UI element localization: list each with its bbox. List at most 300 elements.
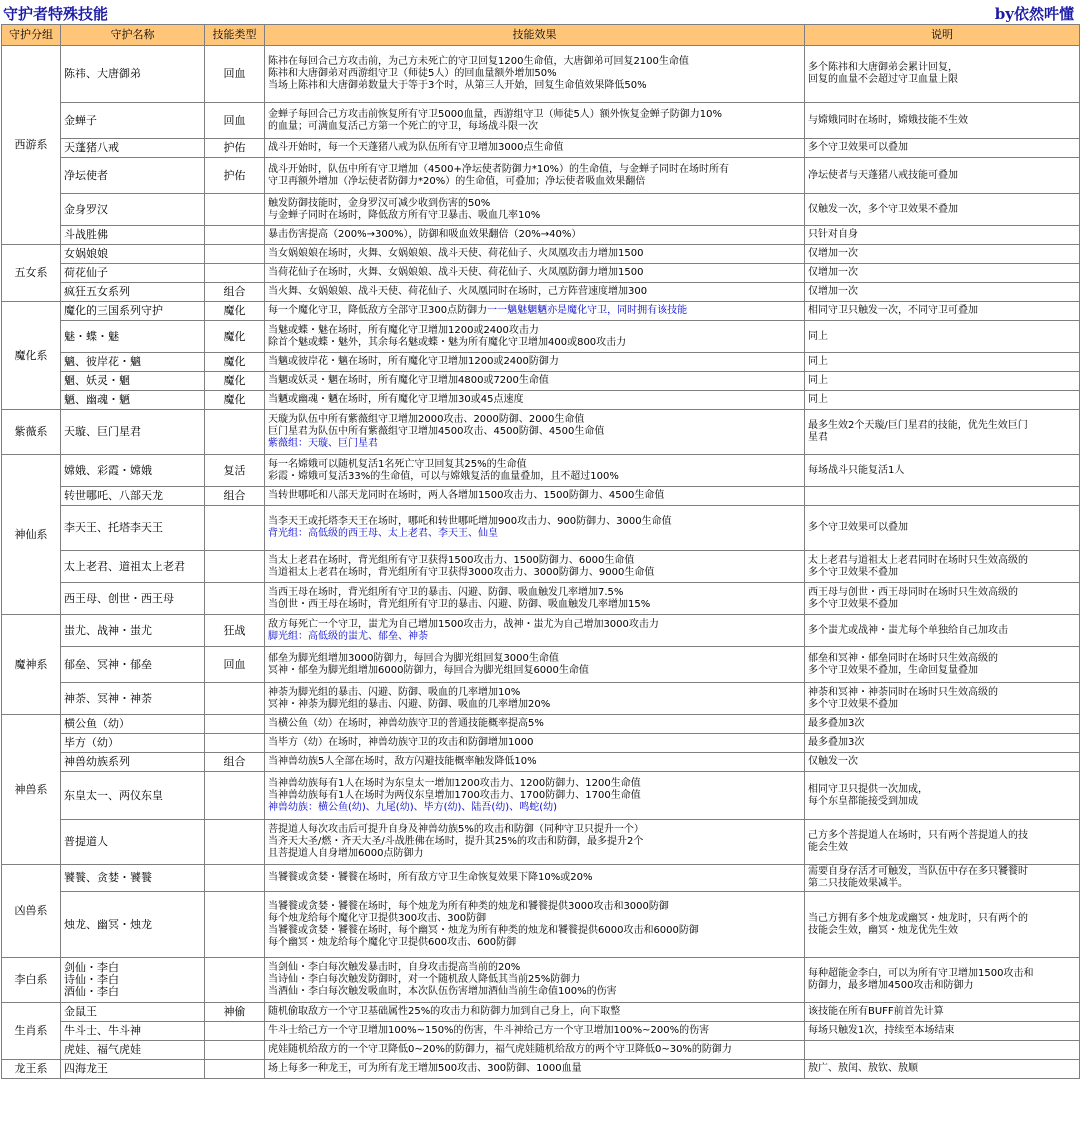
group-cell: 生肖系	[2, 1003, 61, 1060]
skill-effect-cell	[265, 715, 805, 734]
skill-type-cell: 回血	[205, 46, 265, 103]
skill-effect-cell	[265, 615, 805, 647]
guard-name-cell	[61, 46, 205, 103]
effect-text: 每一个魔化守卫，降低敌方全部守卫300点防御力	[268, 305, 488, 316]
effect-text: 陈祎和大唐御弟对西游组守卫（师徒5人）的回血量额外增加50%	[268, 68, 557, 79]
table-row	[2, 647, 1080, 683]
table-row	[2, 772, 1080, 820]
note-line: 多个守卫效果不叠加，生命回复量叠加	[808, 664, 978, 676]
skill-type-cell: 护佑	[205, 158, 265, 194]
effect-line	[268, 1006, 801, 1018]
guard-name-cell	[61, 353, 205, 372]
effect-text: 随机偷取敌方一个守卫基础属性25%的攻击力和防御力加到自己身上，向下取整	[268, 1006, 621, 1017]
note-cell	[805, 283, 1080, 302]
effect-text: 当魉或幽魂・魉在场时，所有魔化守卫增加30或45点速度	[268, 394, 524, 405]
table-row	[2, 158, 1080, 194]
skill-type-cell: 组合	[205, 753, 265, 772]
guard-name-line: 转世哪吒、八部天龙	[64, 489, 163, 502]
effect-line	[268, 665, 801, 677]
effect-text: 天璇为队伍中所有紫薇组守卫增加2000攻击、2000防御、2000生命值	[268, 414, 585, 425]
note-line: 仅触发一次	[808, 756, 858, 767]
effect-line	[268, 790, 801, 802]
table-row	[2, 353, 1080, 372]
effect-line	[268, 356, 801, 368]
note-cell	[805, 158, 1080, 194]
table-row	[2, 410, 1080, 455]
guard-name-line: 金鼠王	[64, 1005, 97, 1018]
table-row	[2, 506, 1080, 551]
guard-name-line: 李天王、托塔李天王	[64, 521, 163, 534]
guard-name-line: 西王母、创世・西王母	[64, 591, 174, 605]
note-cell	[805, 615, 1080, 647]
effect-line	[268, 210, 801, 222]
effect-line	[268, 198, 801, 210]
effect-text: 冥神・郁垒为脚光组增加6000防御力，每回合为脚光组回复6000生命值	[268, 664, 589, 676]
skill-effect-cell	[265, 372, 805, 391]
note-cell	[805, 958, 1080, 1003]
guard-name-line: 魔化的三国系列守护	[64, 304, 163, 317]
effect-line	[268, 68, 801, 80]
effect-line	[268, 778, 801, 790]
skill-type-cell: 回血	[205, 647, 265, 683]
effect-text: 当神兽幼族每有1人在场时为东皇太一增加1200攻击力、1200防御力、1200生命值	[268, 777, 641, 789]
guard-name-cell	[61, 753, 205, 772]
guard-name-cell	[61, 1003, 205, 1022]
guard-name-cell	[61, 647, 205, 683]
guard-name-cell	[61, 551, 205, 583]
note-line: 需要自身存活才可触发，当队伍中存在多只饕餮时	[808, 866, 1028, 877]
note-cell	[805, 865, 1080, 892]
table-row	[2, 139, 1080, 158]
effect-text: 暴击伤害提高（200%→300%），防御和吸血效果翻倍（20%→40%）	[268, 229, 582, 240]
skill-type-cell	[205, 506, 265, 551]
effect-line	[268, 737, 801, 749]
note-line: 每场战斗只能复活1人	[808, 464, 905, 476]
effect-line	[268, 699, 801, 711]
guard-name-line: 普提道人	[64, 835, 108, 848]
guard-name-cell	[61, 615, 205, 647]
skill-type-cell	[205, 734, 265, 753]
group-cell: 魔神系	[2, 615, 61, 715]
guard-name-line: 斗战胜佛	[64, 228, 108, 241]
skill-type-cell: 狂战	[205, 615, 265, 647]
guard-name-cell	[61, 283, 205, 302]
skill-effect-cell	[265, 683, 805, 715]
guard-name-line: 横公鱼（幼）	[64, 717, 130, 730]
note-line: 该技能在所有BUFF前首先计算	[808, 1006, 944, 1017]
guard-name-cell	[61, 302, 205, 321]
guard-name-line: 蚩尤、战神・蚩尤	[64, 623, 152, 637]
guard-name-cell	[61, 321, 205, 353]
effect-text: 当魍或妖灵・魍在场时，所有魔化守卫增加4800或7200生命值	[268, 375, 549, 386]
guard-name-line: 天蓬猪八戒	[64, 141, 119, 154]
guard-name-cell	[61, 892, 205, 958]
effect-line	[268, 802, 801, 814]
note-line: 只针对自身	[808, 229, 858, 240]
table-body	[2, 46, 1080, 1079]
effect-text: 当道祖太上老君在场时，背光组所有守卫获得3000攻击力、3000防御力、9000生命值	[268, 566, 655, 578]
note-cell	[805, 715, 1080, 734]
skill-type-cell	[205, 410, 265, 455]
note-line: 仅增加一次	[808, 286, 858, 297]
note-line: 技能会生效，幽冥・烛龙优先生效	[808, 924, 958, 936]
table-row	[2, 245, 1080, 264]
note-line: 每场只触发1次，持续至本场结束	[808, 1025, 955, 1036]
guard-name-line: 疯狂五女系列	[64, 285, 130, 298]
effect-text: 巨门星君为队伍中所有紫薇组守卫增加4500攻击、4500防御、4500生命值	[268, 426, 605, 437]
effect-text: 当神兽幼族每有1人在场时为两仪东皇增加1700攻击力、1700防御力、1700生命值	[268, 789, 641, 801]
skills-table	[1, 24, 1080, 1079]
guard-name-cell	[61, 865, 205, 892]
note-line: 回复的血量不会超过守卫血量上限	[808, 74, 958, 85]
effect-text: 当横公鱼（幼）在场时，神兽幼族守卫的普通技能概率提高5%	[268, 718, 544, 729]
skill-type-cell	[205, 194, 265, 226]
skill-effect-cell	[265, 103, 805, 139]
note-cell	[805, 264, 1080, 283]
table-row	[2, 1060, 1080, 1079]
skill-type-cell: 魔化	[205, 391, 265, 410]
note-line: 与嫦娥同时在场时，嫦娥技能不生效	[808, 114, 968, 126]
author-credit: by依然吽懂	[994, 5, 1074, 23]
skill-effect-cell	[265, 410, 805, 455]
guard-name-line: 荷花仙子	[64, 266, 108, 279]
effect-line	[268, 937, 801, 949]
guard-name-cell	[61, 734, 205, 753]
skill-type-cell: 魔化	[205, 353, 265, 372]
effect-highlight: 脚光组：高低级的蚩尤、郁垒、神荼	[268, 630, 428, 642]
skill-effect-cell	[265, 1041, 805, 1060]
skill-type-cell: 复活	[205, 455, 265, 487]
skill-effect-cell	[265, 353, 805, 372]
effect-line	[268, 337, 801, 349]
skill-effect-cell	[265, 46, 805, 103]
note-cell	[805, 194, 1080, 226]
note-cell	[805, 455, 1080, 487]
effect-highlight: 背光组：高低级的西王母、太上老君、李天王、仙皇	[268, 528, 498, 539]
skill-type-cell	[205, 226, 265, 245]
guard-name-cell	[61, 410, 205, 455]
skill-effect-cell	[265, 455, 805, 487]
effect-line	[268, 872, 801, 884]
effect-text: 当酒仙・李白每次触发吸血时，本次队伍伤害增加酒仙当前生命值100%的伤害	[268, 986, 617, 997]
effect-line	[268, 962, 801, 974]
effect-line	[268, 986, 801, 998]
note-line: 星君	[808, 432, 828, 443]
note-line: 净坛使者与天蓬猪八戒技能可叠加	[808, 169, 958, 181]
guard-name-cell	[61, 683, 205, 715]
effect-text: 且菩提道人自身增加6000点防御力	[268, 848, 424, 859]
skill-effect-cell	[265, 820, 805, 865]
guard-name-cell	[61, 506, 205, 551]
guard-name-cell	[61, 715, 205, 734]
table-row	[2, 283, 1080, 302]
guard-name-line: 剑仙・李白	[64, 961, 119, 974]
effect-text: 当饕餮或贪婪・饕餮在场时，每个幽冥・烛龙为所有种类的烛龙和饕餮提供6000攻击和6000防御	[268, 924, 699, 936]
effect-line	[268, 471, 801, 483]
guard-name-cell	[61, 487, 205, 506]
note-line: 仅增加一次	[808, 267, 858, 278]
skill-effect-cell	[265, 647, 805, 683]
effect-line	[268, 974, 801, 986]
skill-effect-cell	[265, 1003, 805, 1022]
note-cell	[805, 820, 1080, 865]
table-row	[2, 1022, 1080, 1041]
note-line: 敖广、敖闰、敖钦、敖顺	[808, 1063, 918, 1074]
effect-line	[268, 824, 801, 836]
note-line: 多个守卫效果可以叠加	[808, 142, 908, 153]
effect-text: 当火舞、女娲娘娘、战斗天使、荷花仙子、火凤凰同时在场时，己方阵营速度增加300	[268, 286, 648, 297]
group-cell: 魔化系	[2, 302, 61, 410]
note-cell	[805, 46, 1080, 103]
effect-text: 牛斗士给己方一个守卫增加100%~150%的伤害，牛斗神给己方一个守卫增加100%~200%的伤害	[268, 1025, 710, 1036]
guard-name-cell	[61, 583, 205, 615]
skill-type-cell	[205, 772, 265, 820]
skill-effect-cell	[265, 245, 805, 264]
guard-name-line: 神兽幼族系列	[64, 755, 130, 768]
effect-line	[268, 305, 801, 317]
effect-text: 触发防御技能时，金身罗汉可减少收到伤害的50%	[268, 197, 491, 209]
effect-line	[268, 631, 801, 643]
table-row	[2, 1003, 1080, 1022]
guard-name-line: 郁垒、冥神・郁垒	[64, 657, 152, 671]
note-cell	[805, 753, 1080, 772]
skill-effect-cell	[265, 958, 805, 1003]
effect-line	[268, 286, 801, 298]
guard-name-line: 神荼、冥神・神荼	[64, 691, 152, 705]
skill-effect-cell	[265, 734, 805, 753]
note-line: 每种超能金李白，可以为所有守卫增加1500攻击和	[808, 968, 1034, 979]
skill-type-cell	[205, 958, 265, 1003]
effect-line	[268, 267, 801, 279]
effect-text: 当转世哪吒和八部天龙同时在场时，两人各增加1500攻击力、1500防御力、4500生命值	[268, 490, 665, 501]
table-row	[2, 46, 1080, 103]
group-cell: 神兽系	[2, 715, 61, 865]
table-row	[2, 958, 1080, 1003]
table-header-row	[2, 25, 1080, 46]
note-cell	[805, 1022, 1080, 1041]
skill-effect-cell	[265, 892, 805, 958]
group-cell: 西游系	[2, 46, 61, 245]
guard-name-cell	[61, 194, 205, 226]
note-line: 太上老君与道祖太上老君同时在场时只生效高级的	[808, 554, 1028, 566]
guard-name-cell	[61, 958, 205, 1003]
group-cell: 凶兽系	[2, 865, 61, 958]
note-line: 多个陈祎和大唐御弟会累计回复，	[808, 62, 958, 73]
note-line: 多个守卫效果不叠加	[808, 698, 898, 710]
guard-name-line: 魍、妖灵・魍	[64, 374, 130, 387]
effect-line	[268, 1025, 801, 1037]
skill-effect-cell	[265, 158, 805, 194]
guard-name-line: 牛斗士、牛斗神	[64, 1024, 141, 1037]
effect-line	[268, 248, 801, 260]
guard-name-cell	[61, 772, 205, 820]
guard-name-cell	[61, 103, 205, 139]
guard-name-line: 太上老君、道祖太上老君	[64, 559, 185, 573]
guard-name-line: 金蝉子	[64, 113, 97, 127]
effect-text: 陈祎在每回合己方攻击前，为己方未死亡的守卫回复1200生命值，大唐御弟可回复2100生命值	[268, 56, 689, 67]
skill-effect-cell	[265, 506, 805, 551]
effect-text: 与金蝉子同时在场时，降低敌方所有守卫暴击、吸血几率10%	[268, 209, 541, 221]
page-title: 守护者特殊技能	[3, 5, 109, 23]
effect-text: 当女娲娘娘在场时，火舞、女娲娘娘、战斗天使、荷花仙子、火凤凰攻击力增加1500	[268, 248, 644, 259]
skill-type-cell	[205, 715, 265, 734]
effect-text: 当饕餮或贪婪・饕餮在场时，所有敌方守卫生命恢复效果下降10%或20%	[268, 872, 593, 883]
table-row	[2, 1041, 1080, 1060]
note-cell	[805, 372, 1080, 391]
effect-line	[268, 394, 801, 406]
effect-line	[268, 142, 801, 154]
note-cell	[805, 226, 1080, 245]
group-cell: 五女系	[2, 245, 61, 302]
effect-line	[268, 756, 801, 768]
effect-line	[268, 599, 801, 611]
guard-name-cell	[61, 372, 205, 391]
skill-effect-cell	[265, 551, 805, 583]
guard-name-line: 魑、彼岸花・魑	[64, 355, 141, 368]
effect-line	[268, 1044, 801, 1056]
guard-name-cell	[61, 139, 205, 158]
note-line: 神荼和冥神・神荼同时在场时只生效高级的	[808, 686, 998, 698]
effect-text: 战斗开始时，队伍中所有守卫增加（4500+净坛使者防御力*10%）的生命值，与金蝉子同时在场时所有	[268, 163, 730, 175]
skill-type-cell: 回血	[205, 103, 265, 139]
effect-line	[268, 176, 801, 188]
note-cell	[805, 245, 1080, 264]
guard-name-cell	[61, 158, 205, 194]
note-cell	[805, 892, 1080, 958]
effect-text: 守卫再额外增加（净坛使者防御力*20%）的生命值，可叠加；净坛使者吸血效果翻倍	[268, 175, 646, 187]
table-row	[2, 321, 1080, 353]
effect-text: 菩提道人每次攻击后可提升自身及神兽幼族5%的攻击和防御（同种守卫只提升一个）	[268, 824, 644, 835]
effect-line	[268, 164, 801, 176]
note-line: 最多叠加3次	[808, 737, 865, 748]
guard-name-line: 饕餮、贪婪・饕餮	[64, 871, 152, 884]
skill-effect-cell	[265, 302, 805, 321]
skill-effect-cell	[265, 391, 805, 410]
effect-text: 场上每多一种龙王，可为所有龙王增加500攻击、300防御、1000血量	[268, 1063, 582, 1074]
effect-text: 金蝉子每回合己方攻击前恢复所有守卫5000血量，西游组守卫（师徒5人）额外恢复金蝉子防御力10%	[268, 108, 723, 120]
note-cell	[805, 506, 1080, 551]
skill-type-cell: 神偷	[205, 1003, 265, 1022]
table-row	[2, 103, 1080, 139]
effect-text: 当诗仙・李白每次触发防御时，对一个随机敌人降低其当前25%防御力	[268, 974, 581, 985]
skill-effect-cell	[265, 487, 805, 506]
effect-text: 冥神・神荼为脚光组的暴击、闪避、防御、吸血的几率增加20%	[268, 698, 551, 710]
note-line: 同上	[808, 330, 828, 342]
guard-name-line: 嫦娥、彩霞・嫦娥	[64, 463, 152, 477]
effect-line	[268, 913, 801, 925]
effect-line	[268, 80, 801, 92]
guard-name-cell	[61, 226, 205, 245]
effect-line	[268, 490, 801, 502]
table-row	[2, 734, 1080, 753]
skill-effect-cell	[265, 194, 805, 226]
effect-line	[268, 1063, 801, 1075]
effect-highlight: 紫薇组：天璇、巨门星君	[268, 438, 378, 449]
note-cell	[805, 410, 1080, 455]
effect-line	[268, 516, 801, 528]
note-cell	[805, 103, 1080, 139]
col-header-note: 说明	[805, 25, 1080, 46]
effect-text: 当西王母在场时，背光组所有守卫的暴击、闪避、防御、吸血触发几率增加7.5%	[268, 586, 624, 598]
note-line: 多个守卫效果不叠加	[808, 566, 898, 578]
effect-line	[268, 528, 801, 540]
effect-highlight: 神兽幼族：横公鱼(幼)、九尾(幼)、毕方(幼)、陆吾(幼)、鸣蛇(幼)	[268, 801, 558, 813]
table-row	[2, 455, 1080, 487]
guard-name-cell	[61, 820, 205, 865]
guard-name-cell	[61, 1060, 205, 1079]
effect-line	[268, 687, 801, 699]
table-row	[2, 372, 1080, 391]
skill-type-cell	[205, 1022, 265, 1041]
skill-type-cell	[205, 892, 265, 958]
skill-effect-cell	[265, 1060, 805, 1079]
table-row	[2, 226, 1080, 245]
guard-name-line: 净坛使者	[64, 168, 108, 182]
effect-text: 虎娃随机给敌方的一个守卫降低0~20%的防御力，福气虎娃随机给敌方的两个守卫降低0~30%的防御力	[268, 1044, 732, 1055]
table-row	[2, 753, 1080, 772]
skill-type-cell	[205, 820, 265, 865]
skill-type-cell	[205, 865, 265, 892]
note-line: 最多叠加3次	[808, 718, 865, 729]
note-cell	[805, 734, 1080, 753]
note-cell	[805, 551, 1080, 583]
skill-effect-cell	[265, 321, 805, 353]
effect-text: 当毕方（幼）在场时，神兽幼族守卫的攻击和防御增加1000	[268, 737, 534, 748]
effect-line	[268, 619, 801, 631]
note-cell	[805, 1003, 1080, 1022]
note-cell	[805, 391, 1080, 410]
effect-line	[268, 229, 801, 241]
table-row	[2, 615, 1080, 647]
note-cell	[805, 353, 1080, 372]
table-row	[2, 302, 1080, 321]
note-line: 仅增加一次	[808, 248, 858, 259]
note-cell	[805, 139, 1080, 158]
effect-text: 神荼为脚光组的暴击、闪避、防御、吸血的几率增加10%	[268, 686, 521, 698]
effect-line	[268, 925, 801, 937]
guard-name-cell	[61, 391, 205, 410]
skill-effect-cell	[265, 772, 805, 820]
effect-highlight: 一一魑魅魍魉亦是魔化守卫，同时拥有该技能	[487, 305, 688, 316]
note-line: 相同守卫只提供一次加成，	[808, 783, 928, 795]
skill-effect-cell	[265, 865, 805, 892]
effect-line	[268, 459, 801, 471]
effect-line	[268, 121, 801, 133]
effect-text: 郁垒为脚光组增加3000防御力，每回合为脚光组回复3000生命值	[268, 652, 559, 664]
skill-type-cell: 魔化	[205, 302, 265, 321]
note-line: 当己方拥有多个烛龙或幽冥・烛龙时，只有两个的	[808, 912, 1028, 924]
table-row	[2, 391, 1080, 410]
effect-line	[268, 109, 801, 121]
col-header-group: 守护分组	[2, 25, 61, 46]
note-line: 西王母与创世・西王母同时在场时只生效高级的	[808, 586, 1018, 598]
effect-text: 当饕餮或贪婪・饕餮在场时，每个烛龙为所有种类的烛龙和饕餮提供3000攻击和3000防御	[268, 900, 669, 912]
note-line: 多个守卫效果不叠加	[808, 598, 898, 610]
effect-text: 当剑仙・李白每次触发暴击时，自身攻击提高当前的20%	[268, 962, 521, 973]
effect-line	[268, 836, 801, 848]
note-line: 仅触发一次，多个守卫效果不叠加	[808, 203, 958, 215]
group-cell: 神仙系	[2, 455, 61, 615]
skill-effect-cell	[265, 264, 805, 283]
effect-text: 每个烛龙给每个魔化守卫提供300攻击、300防御	[268, 912, 487, 924]
skill-type-cell: 护佑	[205, 139, 265, 158]
note-line: 多个守卫效果可以叠加	[808, 522, 908, 533]
effect-text: 当魑或彼岸花・魑在场时，所有魔化守卫增加1200或2400防御力	[268, 356, 559, 367]
effect-text: 除首个魅或蝶・魅外，其余每名魅或蝶・魅为所有魔化守卫增加400或800攻击力	[268, 336, 627, 348]
effect-line	[268, 567, 801, 579]
note-line: 己方多个菩提道人在场时，只有两个菩提道人的技	[808, 830, 1028, 841]
guard-name-line: 金身罗汉	[64, 202, 108, 216]
